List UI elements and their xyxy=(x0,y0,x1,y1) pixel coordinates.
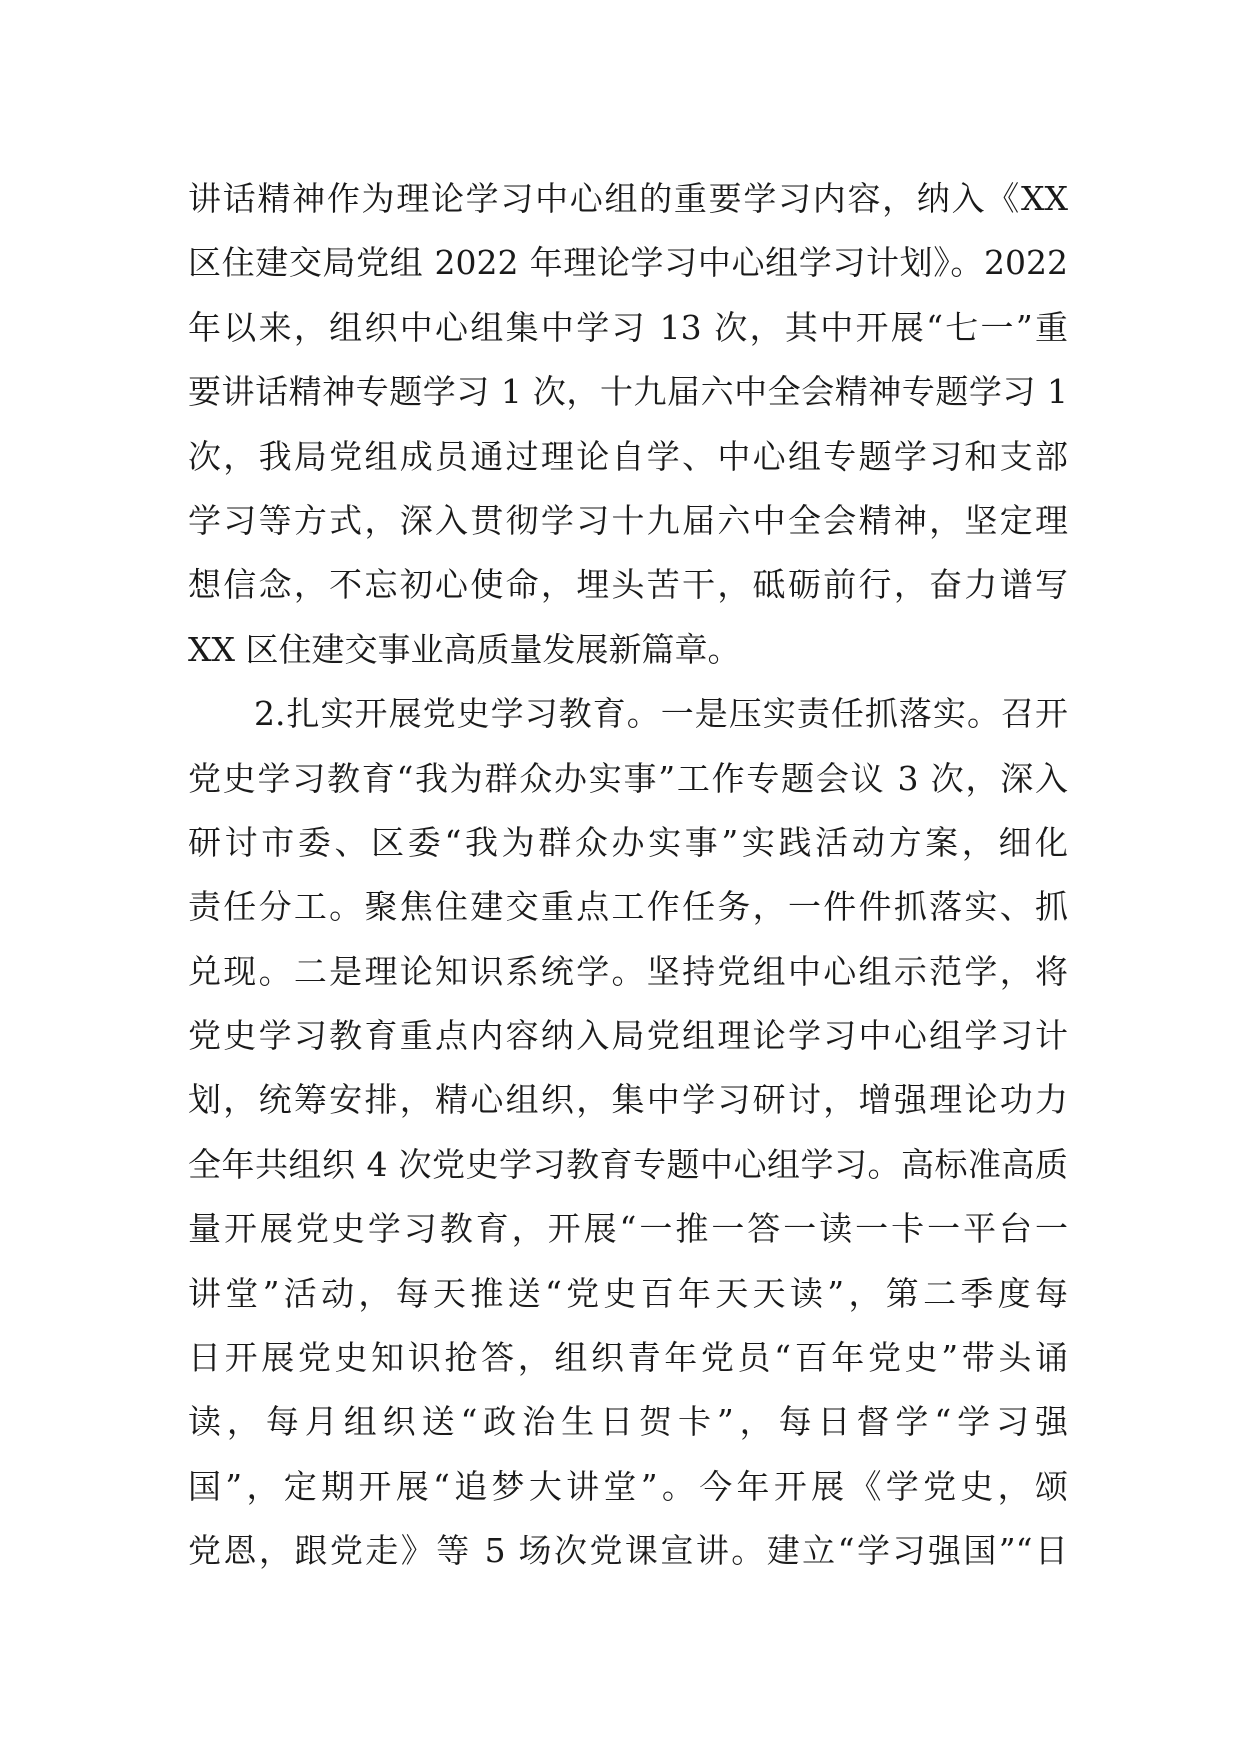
text-line: 区住建交局党组 2022 年理论学习中心组学习计划》。2022 xyxy=(188,243,1068,283)
text-line: 党史学习教育重点内容纳入局党组理论学习中心组学习计 xyxy=(188,1016,1068,1056)
text-line: 讲话精神作为理论学习中心组的重要学习内容，纳入《XX xyxy=(188,179,1068,218)
text-line: 次，我局党组成员通过理论自学、中心组专题学习和支部 xyxy=(188,436,1068,476)
text-line: 研讨市委、区委“我为群众办实事”实践活动方案，细化 xyxy=(188,822,1068,862)
text-line: 量开展党史学习教育，开展“一推一答一读一卡一平台一 xyxy=(188,1209,1068,1249)
text-line: 党恩，跟党走》等 5 场次党课宣讲。建立“学习强国”“日 xyxy=(188,1531,1068,1571)
text-line: 读，每月组织送“政治生日贺卡”，每日督学“学习强 xyxy=(188,1402,1068,1442)
text-line: 全年共组织 4 次党史学习教育专题中心组学习。高标准高质 xyxy=(188,1144,1068,1184)
text-line: 国”，定期开展“追梦大讲堂”。今年开展《学党史，颂 xyxy=(188,1466,1068,1506)
text-line: 要讲话精神专题学习 1 次，十九届六中全会精神专题学习 1 xyxy=(188,372,1068,412)
text-line: 党史学习教育“我为群众办实事”工作专题会议 3 次，深入 xyxy=(188,758,1068,798)
text-line: 兑现。二是理论知识系统学。坚持党组中心组示范学，将 xyxy=(188,951,1068,991)
text-line: 讲堂”活动，每天推送“党史百年天天读”，第二季度每 xyxy=(188,1273,1068,1313)
paragraph-end-line: XX 区住建交事业高质量发展新篇章。 xyxy=(188,629,741,669)
text-line: 日开展党史知识抢答，组织青年党员“百年党史”带头诵 xyxy=(188,1338,1068,1378)
text-line: 学习等方式，深入贯彻学习十九届六中全会精神，坚定理 xyxy=(188,500,1068,540)
text-line: 责任分工。聚焦住建交重点工作任务，一件件抓落实、抓 xyxy=(188,887,1068,927)
text-line: 想信念，不忘初心使命，埋头苦干，砥砺前行，奋力谱写 xyxy=(188,565,1068,605)
body-text xyxy=(188,167,1068,1584)
text-line: 年以来，组织中心组集中学习 13 次，其中开展“七一”重 xyxy=(188,307,1068,347)
paragraph-start-line: 2.扎实开展党史学习教育。一是压实责任抓落实。召开 xyxy=(254,694,1068,734)
text-line: 划，统筹安排，精心组织，集中学习研讨，增强理论功力 xyxy=(188,1080,1068,1120)
